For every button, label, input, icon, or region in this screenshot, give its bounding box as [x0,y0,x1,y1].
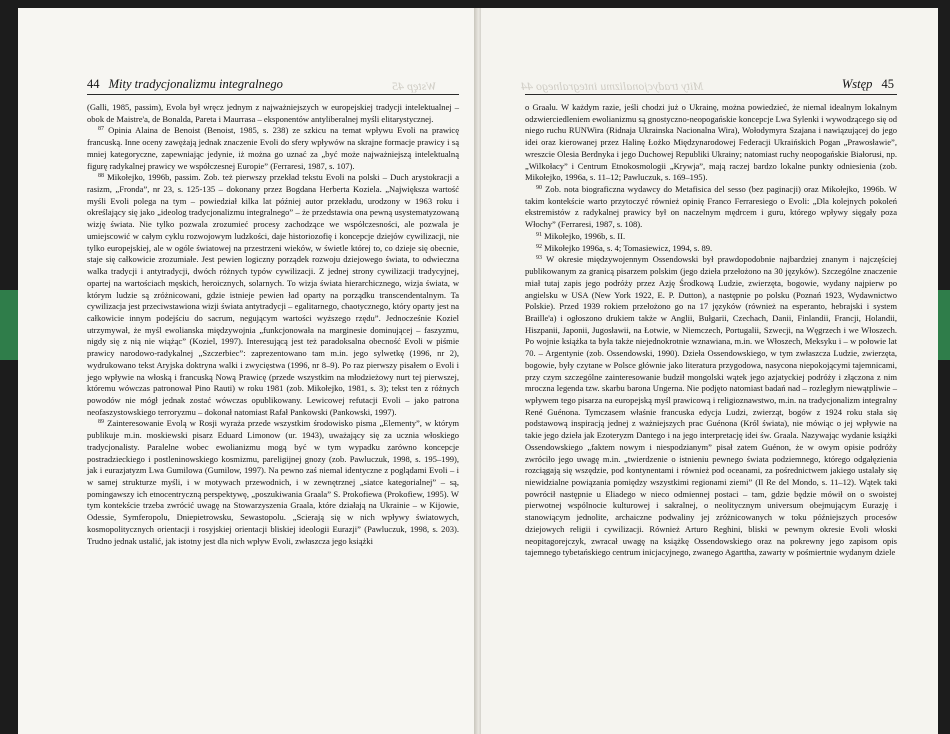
footnote-number: 88 [98,173,104,180]
footnote-text: Mikołejko 1996a, s. 4; Tomasiewicz, 1994, s. 89. [544,242,713,253]
running-header [842,76,894,92]
footnote-text: Opinia Alaina de Benoist (Benoist, 1985, s. 238) ze szkicu na temat wpływu Evoli na prawicę francuską. Inne oceny zawężają jednak znaczenie Evoli do sfery wpływów na skrajne formacje prawicy i są mniej kategoryczne, zapewniając jedynie, iż można go uznać za „być może najważniejszą intelektualną figurę radykalnej prawicy we współczesnej Europie” (Ferraresi, 1987, s. 107). [87,125,459,171]
footnotes-column [87,102,459,547]
footnote-text: W okresie międzywojennym Ossendowski był prawdopodobnie najbardziej znanym i najczęściej publikowanym za granicą pisarzem polskim (jego dzieła przełożono na 30 języków). Szczególne znaczenie miał tutaj zapis jego podróży przez Azję Środkową Ludzie, zwierzęta, bogowie, wydany najpierw po angielsku w USA (New York 1922, E. P. Dutton), a następnie po polsku (Poznań 1923, Wydawnictwo Polskie). Przed 1939 rokiem przełożono go na 17 języków (również na esperanto, hebrajski i system Braille'a) i ogłoszono drukiem także w Anglii, Bułgarii, Czechach, Danii, Finlandii, Francji, Holandii, Hiszpanii, Japonii, Jugosławii, na Łotwie, w Niemczech, Portugalii, Szwecji, na Węgrzech i we Włoszech. Po wojnie książka ta była także niejednokrotnie wznawiana, m.in. we Włoszech, Meksyku i – w połowie lat 70. – Argentynie (zob. Ossendowski, 1990). Dzieła Ossendowskiego, w tym zwłaszcza Ludzie, zwierzęta, bogowie, były czytane w Polsce głównie jako literatura przygodowa, nasycona niepokojącymi tajemnicami, przy czym szczególne zainteresowanie budził mongolski wątek jego azjatyckiej podróży i złączona z nim mroczna legenda tzw. skarbu barona Ungerna. Nie podjęto natomiast badań nad – rozległym niewątpliwie – wpływem tego pisarza na europejską myśl prawicową i religioznawstwo, m.in. na tradycjonalizm integralny René Guénona. Tymczasem właśnie francuska edycja Ludzi, zwierząt, bogów z 1924 roku stała się podstawową inspiracją jednej z ważniejszych prac Guénona (Król świata), nie mówiąc o jej wpływie na takie jego dzieła jak Ezoteryzm Dantego i na jego interpretację idei św. Graala. Nazywając wydanie książki Ossendowskiego „faktem nowym i niespodzianym” pisał zatem Guénon, że w owym opisie podróży zwróciło jego uwagę m.in. „twierdzenie o istnieniu pewnego świata podziemnego, którego odgałęzienia rozciągają się wszędzie, pod kontynentami i również pod oceanami, za pośrednictwem jakiego ustalały się niewidzialne powiązania pomiędzy wszystkimi regionami ziemi” (Il Re del Mondo, s. 11–12). Wątek taki powrócił następnie u Eliadego w nieco odmiennej postaci – tam, gdzie będzie mówił on o swoistej pierwotnej wspólnocie kulturowej i sakralnej, o neolitycznym universum obejmującym Eurazję i stanowiącym jednolite, archaiczne podwaliny jej zróżnicowanych w toku późniejszych procesów dziejowych religii i cywilizacji. Również Arturo Reghini, bliski w pewnym okresie Evoli włoski neopitagorejczyk, zwracał uwagę na książkę Ossendowskiego oraz na pokrewny jego zapisom opis tajemnego tybetańskiego centrum inicjacyjnego, zwanego Agarttha, zawarty w pośmiertnie wydanym dziele [525,254,898,558]
footnote-text: Zainteresowanie Evolą w Rosji wyraża przede wszystkim środowisko pisma „Elementy”, w którym publikuje m.in. moskiewski pisarz Eduard Limonow (ur. 1943), uważający się za ucznia włoskiego tradycjonalisty. Paralelne wobec ewolianizmu mogą być w tym wypadku zarówno koncepcje postradzieckiego i postleninowskiego kosmizmu, pareligijnej gnozy (zob. Pawluczuk, 1998, s. 195–199), jak i eurazjatyzm Lwa Gumilowa (Gumilow, 1997). Na pewno zaś niemal identyczne z poglądami Evoli – i w samej strukturze myśli, i w motywach przewodnich, i w zewnętrznej „siatce kategorialnej” – są, pomingawszy ich etnocentryczną perspektywę, „poszukiwania Graala” S. Prokofiewa (Prokofiew, 1995). W tym kontekście trzeba zwrócić uwagę na Stowarzyszenia Graala, które działają na Ukrainie – w Kijowie, Odessie, Symferopolu, Dniepietrowsku, Sewastopolu. „Scierają się w nich wpływy światowych, kosmopolitycznych orientacji i rosyjskiej orientacji bliskiej ideologii Eurazji” (Pawluczuk, 1998, s. 203). Trudno jednak ustalić, jak istotny jest dla nich wpływ Evoli, zwłaszcza jego książki [87,418,460,546]
right-page [481,8,938,734]
footnote-paragraph [87,125,459,172]
show-through-text: Wstęp 45 [391,79,436,93]
footnote-number: 93 [536,255,542,262]
footnote-text: Zob. nota biograficzna wydawcy do Metafisica del sesso (bez paginacji) oraz Mikołejko, 1996b. W takim kontekście warto przytoczyć również opinię Franco Ferraresiego o Evoli: „Dla kolejnych pokoleń ekstremistów z radykalnej prawicy był on naczelnym mędrcem i guru, którego wpływy sięgały poza Włochy” (Ferraresi, 1987, s. 108). [525,184,897,230]
footnote-number: 89 [98,419,104,426]
footnotes-column [525,102,897,559]
show-through-text: Mity tradycjonalizmu integralnego 44 [521,79,704,93]
header-rule [525,94,897,95]
footnote-number: 92 [536,243,542,250]
footnote-number: 87 [98,126,104,133]
green-bookmark-right [936,290,950,360]
running-head-title: Mity tradycjonalizmu integralnego [108,77,283,91]
page-number: 45 [881,77,894,91]
footnote-paragraph [87,418,459,547]
running-head-title: Wstęp [841,77,873,91]
footnote-paragraph [87,172,459,418]
footnote-paragraph [525,102,897,184]
footnote-text: o Graalu. W każdym razie, jeśli chodzi już o Ukrainę, można powiedzieć, że niemal idealnym lokalnym odzwierciedleniem ewolianizmu są gnostyczno-neopogańskie koncepcje Lwa Sylenki i wywodzącego się od niego ruchu RUNWira (Ridnaja Ukrainska Nacionalna Wira), Wołodymyra Szajana i nawiązującej do jego idei oraz kierowanej przez Halinę Łożko Międzynarodowej Federacji Ukraińskich Pogan „Prawosławie”, wreszcie Olesia Berdnyka i jego Duchowej Republiki Ukrainy; natomiast ruchy neopogańskie Białorusi, np. „Wilkołacy” i Centrum Etnokosmologii „Krywja”, mają raczej bardzo lokalne punkty odniesienia (zob. Mikołejko, 1996a, s. 11–12; Pawluczuk, s. 169–195). [525,102,897,183]
footnote-number: 90 [536,185,542,192]
header-rule [87,94,459,95]
running-header [87,76,283,92]
footnote-text: Mikołejko, 1996b, s. II. [544,230,626,241]
footnote-paragraph [87,102,459,125]
footnote-paragraph [525,231,897,243]
footnote-number: 91 [536,231,542,238]
footnote-text: (Galli, 1985, passim), Evola był wręcz jednym z najważniejszych w europejskiej tradycji intelektualnej – obok de Maistre'a, de Bonalda, Pareta i Maurrasa – eksponentów antyliberalnej myśli elitarystycznej. [87,102,459,124]
footnote-text: Mikołejko, 1996b, passim. Zob. też pierwszy przekład tekstu Evoli na polski – Duch arystokracji a rasizm, „Fronda”, nr 23, s. 125-135 – dokonany przez Bogdana Herberta Koziela. „Największa wartość myśli Evoli polega na tym – powiedział kilka lat później autor przekładu, urodzony w 1963 roku i określający się jako „ideolog tradycjonalizmu integralnego” – że przedstawia ona pewną usystematyzowaną wizję świata. Nie tylko pozwala zrozumieć procesy zachodzące we współczesności, ale pozwala je umiejscowić w całym cyklu rozwojowym ludzkości, daje historiozofię i koncepcje dziejów cywilizacji, nie tylko europejskiej, ale w ogóle światowej na przestrzeni wieków, w świetle której to, co dzieje się obecnie, staje się całkowicie zrozumiałe. Jest pewien logiczny porządek rozwoju dziejowego świata, to odwieczna walka tradycji i antytradycji, dwóch różnych typów cywilizacji. Z jednej strony cywilizacji tradycyjnej, opartej na wartościach męskich, heroicznych, solarnych. To wizja świata hierarchicznego, wizja świata, w którym ludzie są zróżnicowani, gdzie istnieje pewien ład oparty na porządku transcendentalnym. Ta cywilizacja jest przeciwstawiona wizji świata antytradycji – egalitarnego, chaotycznego, który oparty jest na całkowicie innym podejściu do sacrum, negującym wartości wyższego rzędu”. Jednocześnie Koziel utrzymywał, że myśl ewolianska międzywojnia „funkcjonowała na marginesie dominującej – faszyzmu, nigdy się z nią nie wiążąc” (Koziel, 1997). Interesującą jest też paradoksalna obecność Evoli w piśmie prawicy narodowo-radykalnej „Szczerbiec”: zaprezentowano tam m.in. jego sylwetkę (1996, nr 2), wydrukowano tekst Aryjska doktryna walki i zwycięstwa (1996, nr 8–9). Po raz pierwszy pisałem o Evoli i jego wpływie na włoską i francuską Nową Prawicę (przede wszystkim na młodzieżowy nurt tej pierwszej, któremu wówczas patronował Pino Rauti) w roku 1981 (zob. Mikołejko, 1981, s. 3); tekst ten z różnych powodów nie mógł jednak zostać wówczas opublikowany. Lewicowej refutacji Evoli – jako patrona neofaszystowskiego terroryzmu – dokonał natomiast Rafał Pankowski (Pankowski, 1997). [87,172,459,417]
footnote-paragraph [525,184,897,231]
footnote-paragraph [525,254,897,559]
page-number: 44 [87,77,100,91]
footnote-paragraph [525,243,897,255]
left-page [18,8,477,734]
